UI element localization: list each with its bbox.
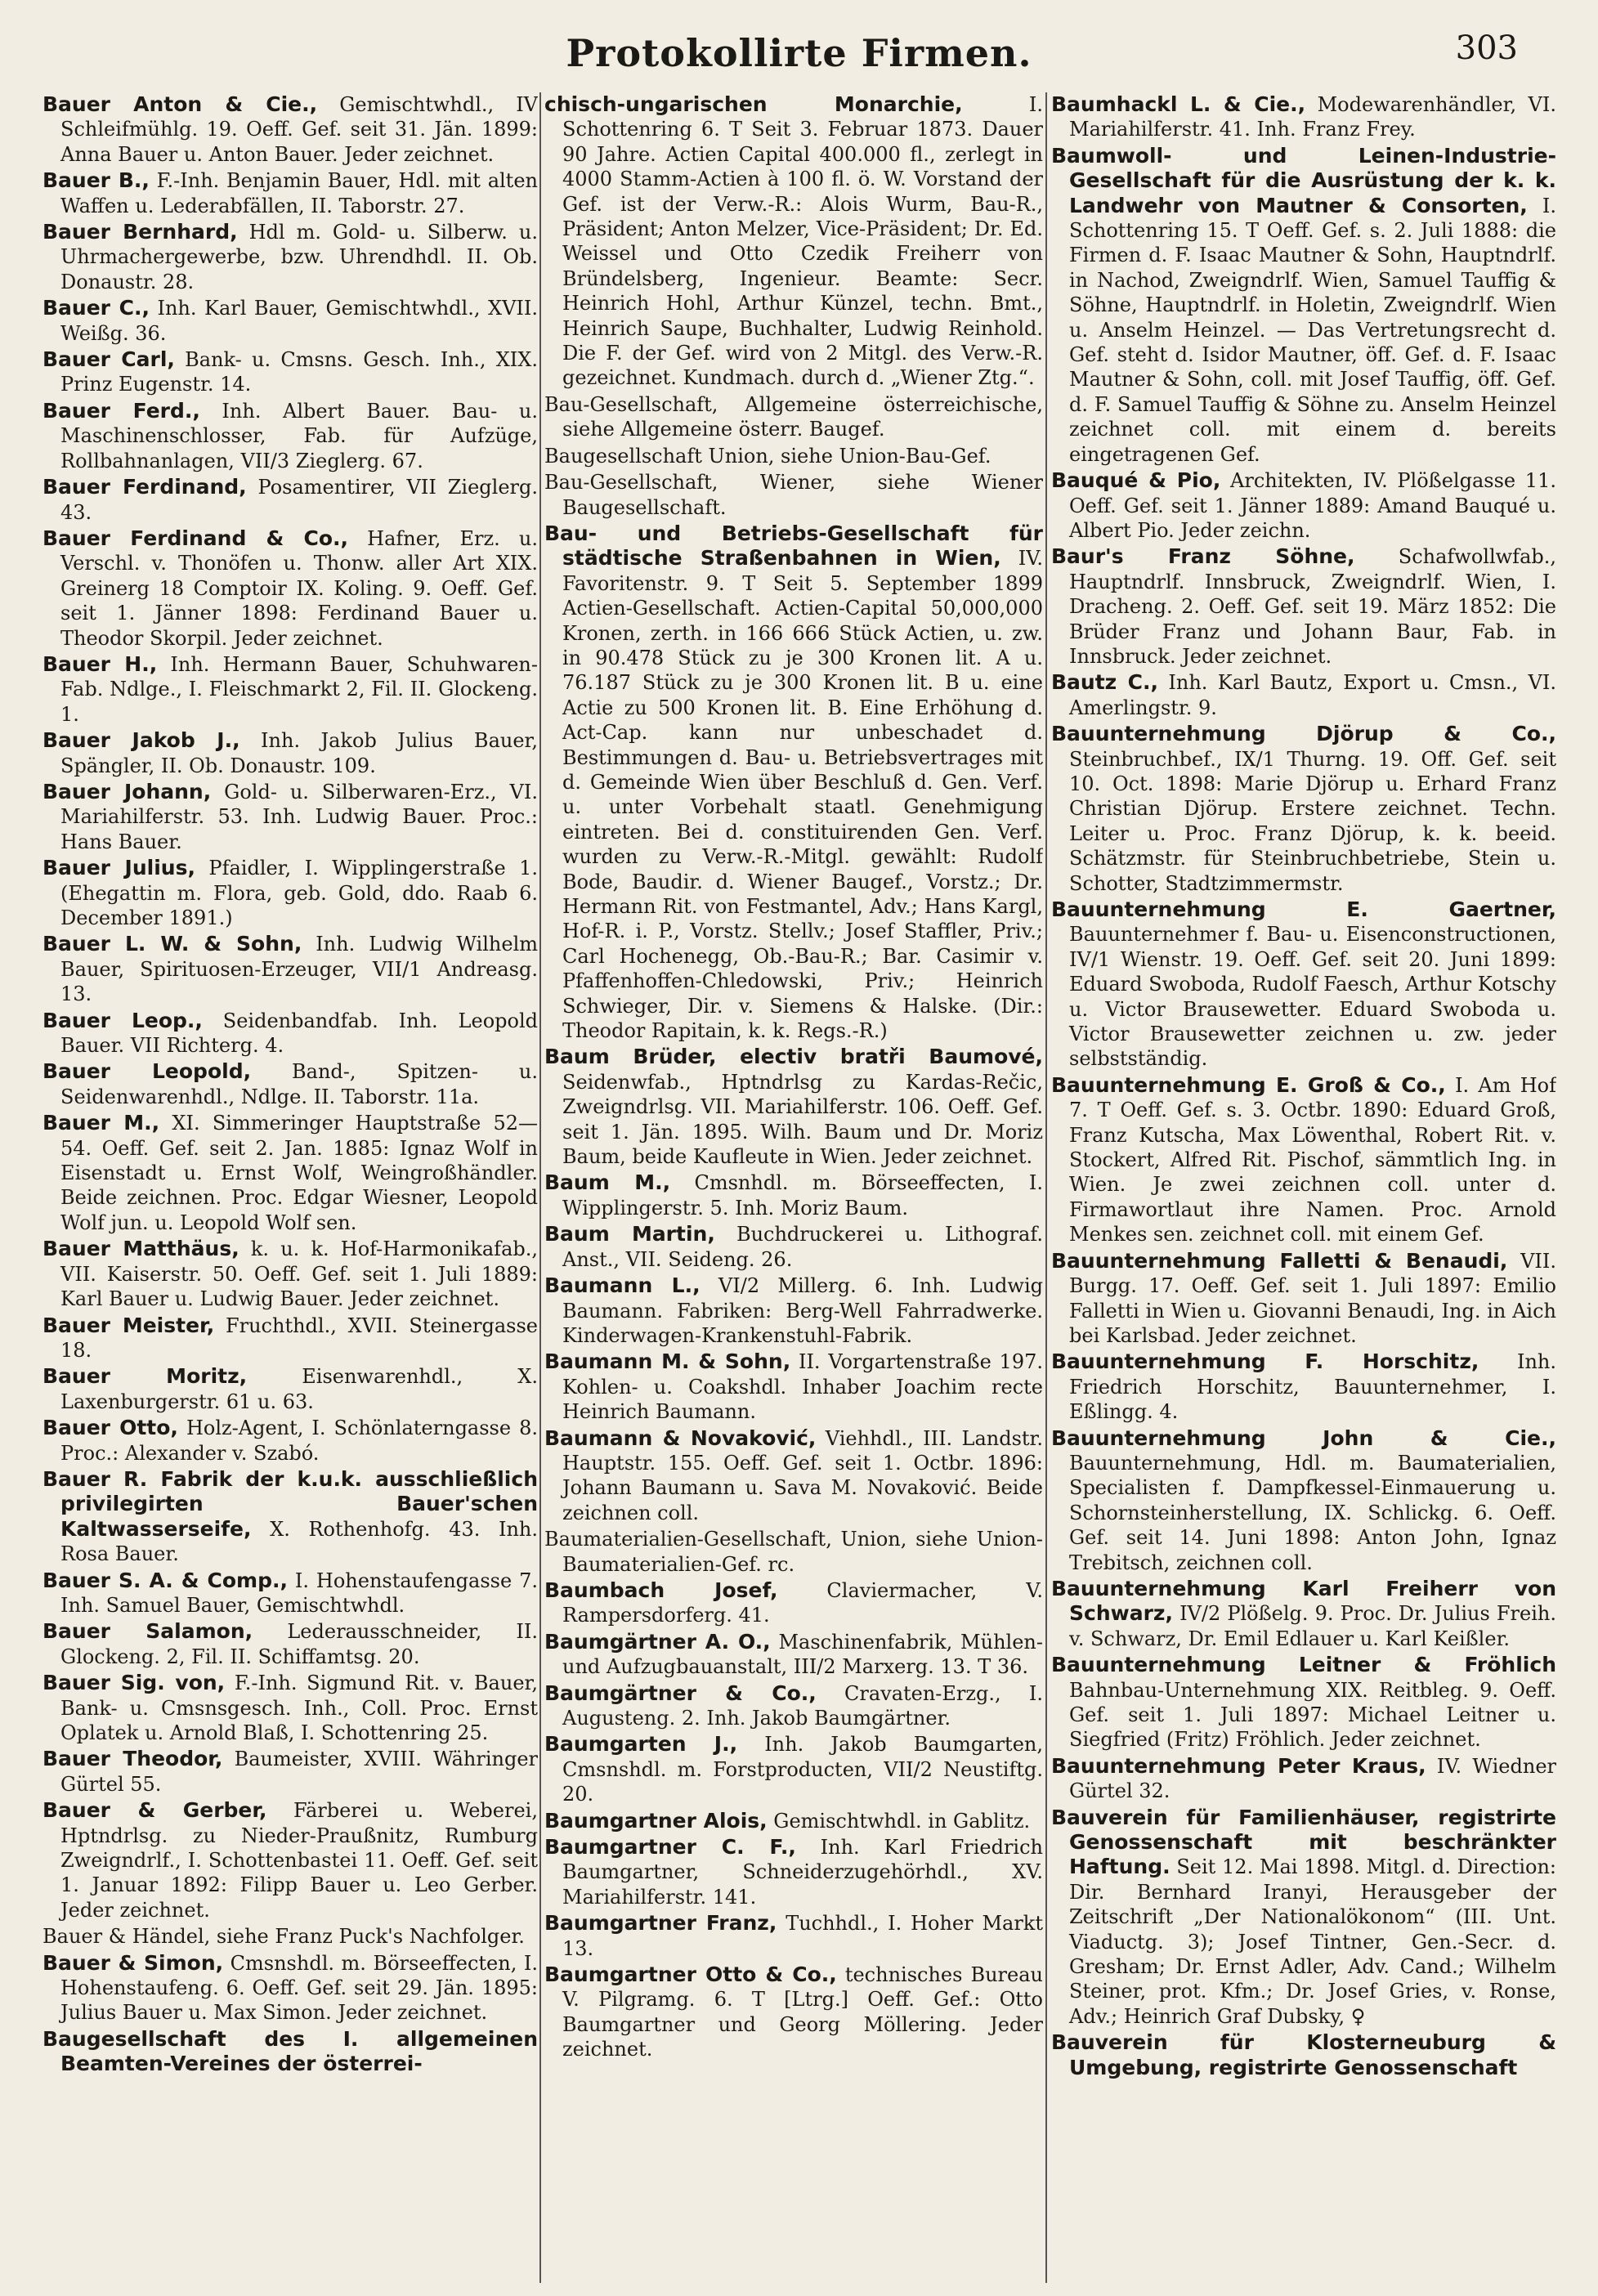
firm-details: Bauunternehmer f. Bau- u. Eisenconstructionen, IV/1 Wienstr. 19. Oeff. Gef. seit 20. Juni 1899: Eduard Swoboda, Rudolf Faesch, Arthur Kotschy u. Victor Brausewetter. Eduard Swoboda u. Victor Brausewetter zeichnen u. zw. jeder selbstständig.	[1069, 923, 1556, 1071]
firm-details: F.-Inh. Benjamin Bauer, Hdl. mit alten Waffen u. Lederabfällen, II. Taborstr. 27.	[60, 169, 538, 217]
directory-entry	[544, 1911, 1043, 1961]
firm-details: XI. Simmeringer Hauptstraße 52—54. Oeff. Gef. seit 2. Jan. 1885: Ignaz Wolf in Eisenstadt u. Ernst Wolf, Weingroßhändler. Beide zeichnen. Proc. Edgar Wiesner, Leopold Wolf jun. u. Leopold Wolf sen.	[60, 1112, 538, 1234]
firm-name: Bauer B.,	[43, 168, 150, 193]
directory-entry	[1051, 670, 1556, 720]
directory-entry	[43, 1314, 538, 1363]
directory-entry	[1051, 2030, 1556, 2080]
directory-entry	[1051, 1577, 1556, 1651]
firm-name: Bauunternehmung Falletti & Benaudi,	[1051, 1248, 1508, 1273]
firm-name: Bauer Anton & Cie.,	[43, 92, 318, 116]
directory-entry	[43, 168, 538, 218]
directory-entry	[544, 1578, 1043, 1628]
directory-entry	[544, 1349, 1043, 1424]
firm-name: Bauverein für Familienhäuser, registrirte Genossenschaft mit beschränkter Haftung.	[1051, 1805, 1556, 1879]
directory-entry	[544, 1045, 1043, 1169]
directory-entry	[1051, 144, 1556, 467]
directory-entry	[43, 1569, 538, 1618]
firm-name: Bauer Salamon,	[43, 1619, 253, 1644]
firm-details: Inh. Karl Bauer, Gemischtwhdl., XVII. Weißg. 36.	[60, 297, 538, 345]
directory-entry	[43, 1111, 538, 1235]
firm-name: Baumann M. & Sohn,	[544, 1349, 791, 1374]
firm-details: Färberei u. Weberei, Hptndrlsg. zu Nieder-Praußnitz, Rumburg Zweigndrlf., I. Schottenbastei 11. Oeff. Gef. seit 1. Januar 1892: Filipp Bauer u. Leo Gerber. Jeder zeichnet.	[60, 1799, 538, 1922]
firm-details: Baumeister, XVIII. Währinger Gürtel 55.	[60, 1748, 538, 1796]
firm-name: Bauer Ferdinand & Co.,	[43, 526, 349, 550]
firm-name: Baumgärtner A. O.,	[544, 1629, 771, 1654]
directory-entry	[544, 1630, 1043, 1680]
firm-details: Bauunternehmung, Hdl. m. Baumaterialien, Specialisten f. Dampfkessel-Einmauerung u. Schornsteinherstellung, IX. Schlickg. 6. Oeff. Gef. seit 14. Juni 1898: Anton John, Ignaz Trebitsch, zeichnen coll.	[1069, 1451, 1556, 1574]
firm-details: Inh. Friedrich Horschitz, Bauunternehmer, I. Eßlingg. 4.	[1069, 1350, 1556, 1424]
firm-name: Baum M.,	[544, 1170, 671, 1195]
firm-name: Bauer C.,	[43, 296, 150, 320]
firm-name: Bauer Leop.,	[43, 1008, 203, 1032]
firm-details: I. Hohenstaufengasse 7. Inh. Samuel Bauer, Gemischtwhdl.	[60, 1569, 538, 1617]
firm-details: Seidenwfab., Hptndrlsg zu Kardas-Rečic, Zweigndrlsg. VII. Mariahilferstr. 106. Oeff. Gef. seit 1. Jän. 1895. Wilh. Baum und Dr. Moriz Baum, beide Kaufleute in Wien. Jeder zeichnet.	[562, 1070, 1043, 1169]
directory-entry	[43, 652, 538, 727]
firm-name: Baumann & Novaković,	[544, 1425, 817, 1450]
directory-entry	[1051, 1806, 1556, 2030]
firm-details: Inh. Jakob Baumgarten, Cmsnshdl. m. Forstproducten, VII/2 Neustiftg. 20.	[562, 1733, 1043, 1806]
firm-name: chisch-ungarischen Monarchie,	[544, 92, 963, 116]
firm-details: Bau-Gesellschaft, Allgemeine österreichische, siehe Allgemeine österr. Baugef.	[544, 392, 1043, 441]
firm-name: Bauunternehmung E. Gaertner,	[1051, 897, 1556, 921]
firm-name: Bauer M.,	[43, 1111, 160, 1135]
firm-details: technisches Bureau V. Pilgramg. 6. T [Ltrg.] Oeff. Gef.: Otto Baumgartner und Georg Möllering. Jeder zeichnet.	[562, 1963, 1043, 2061]
firm-name: Baur's Franz Söhne,	[1051, 544, 1355, 569]
directory-entry	[43, 92, 538, 167]
firm-details: Bau-Gesellschaft, Wiener, siehe Wiener Baugesellschaft.	[544, 471, 1043, 519]
firm-details: Cmsnshdl. m. Börseeffecten, I. Hohenstaufeng. 6. Oeff. Gef. seit 29. Jän. 1895: Julius Bauer u. Max Simon. Jeder zeichnet.	[60, 1951, 538, 2025]
firm-details: I. Schottenring 15. T Oeff. Gef. s. 2. Juli 1888: die Firmen d. F. Isaac Mautner & Sohn, Hauptndrlf. in Nachod, Zweigndrlf. Wien, Samuel Tauffig & Söhne, Hauptndrlf. in Holetin, Zweigndrlf. Wien u. Anselm Heinzel. — Das Vertretungsrecht d. Gef. steht d. Isidor Mautner, öff. Gef. d. F. Isaac Mautner & Sohn, coll. mit Josef Tauffig, öff. Gef. d. F. Samuel Tauffig & Söhne zu. Anselm Heinzel zeichnet coll. mit einem d. bereits eingetragenen Gef.	[1069, 194, 1556, 466]
firm-details: Maschinenfabrik, Mühlen- und Aufzugbauanstalt, III/2 Marxerg. 13. T 36.	[562, 1630, 1043, 1679]
directory-entry	[1051, 1754, 1556, 1804]
firm-name: Bauer L. W. & Sohn,	[43, 932, 302, 956]
directory-entry	[1051, 722, 1556, 896]
firm-name: Bauunternehmung F. Horschitz,	[1051, 1349, 1479, 1374]
directory-entry	[43, 932, 538, 1006]
directory-entry	[43, 1237, 538, 1311]
directory-entry	[43, 220, 538, 294]
directory-entry	[43, 1059, 538, 1109]
directory-entry	[43, 1924, 538, 1949]
firm-name: Bauer H.,	[43, 651, 158, 676]
directory-entry	[43, 2027, 538, 2077]
firm-details: Holz-Agent, I. Schönlaterngasse 8. Proc.: Alexander v. Szabó.	[60, 1417, 538, 1465]
firm-name: Bauer Bernhard,	[43, 220, 238, 244]
firm-name: Bauunternehmung E. Groß & Co.,	[1051, 1072, 1446, 1097]
firm-details: Hafner, Erz. u. Verschl. v. Thonöfen u. Thonw. aller Art XIX. Greinerg 18 Comptoir IX. Koling. 9. Oeff. Gef. seit 1. Jänner 1898: Ferdinand Bauer u. Theodor Skorpil. Jeder zeichnet.	[60, 526, 538, 650]
firm-details: Cravaten-Erzg., I. Augusteng. 2. Inh. Jakob Baumgärtner.	[562, 1681, 1043, 1730]
directory-entry	[544, 1273, 1043, 1348]
firm-details: Pfaidler, I. Wipplingerstraße 1. (Ehegattin m. Flora, geb. Gold, ddo. Raab 6. December 1891.)	[60, 857, 538, 929]
directory-entry	[43, 1619, 538, 1669]
directory-entry	[1051, 544, 1556, 669]
firm-name: Bauunternehmung Karl Freiherr von Schwarz,	[1051, 1576, 1556, 1626]
firm-details: F.-Inh. Sigmund Rit. v. Bauer, Bank- u. Cmsnsgesch. Inh., Coll. Proc. Ernst Oplatek u. Arnold Blaß, I. Schottenring 25.	[60, 1672, 538, 1744]
firm-details: Eisenwarenhdl., X. Laxenburgerstr. 61 u. 63.	[60, 1365, 538, 1413]
firm-name: Bauer & Gerber,	[43, 1798, 267, 1823]
firm-name: Bauer R. Fabrik der k.u.k. ausschließlich privilegirten Bauer'schen Kaltwasserseife,	[43, 1466, 538, 1541]
directory-entry	[43, 780, 538, 854]
directory-entry	[43, 856, 538, 930]
page-number: 303	[1455, 29, 1518, 67]
directory-entry	[1051, 1249, 1556, 1349]
firm-details: Steinbruchbef., IX/1 Thurng. 19. Off. Gef. seit 10. Oct. 1898: Marie Djörup u. Erhard Franz Christian Djörup. Erstere zeichnet. Techn. Leiter u. Proc. Franz Djörup, k. k. beeid. Schätzmstr. für Steinbruchbetriebe, Stein u. Schotter, Stadtzimmermstr.	[1069, 747, 1556, 895]
directory-entry	[544, 92, 1043, 391]
directory-entry	[544, 1527, 1043, 1577]
firm-details: Inh. Hermann Bauer, Schuhwaren-Fab. Ndlge., I. Fleischmarkt 2, Fil. II. Glockeng. 1.	[60, 652, 538, 726]
firm-name: Baumgartner Franz,	[544, 1911, 777, 1936]
firm-name: Baum Martin,	[544, 1222, 715, 1246]
directory-entry	[1051, 1349, 1556, 1424]
firm-details: VI/2 Millerg. 6. Inh. Ludwig Baumann. Fabriken: Berg-Well Fahrradwerke. Kinderwagen-Krankenstuhl-Fabrik.	[562, 1274, 1043, 1347]
firm-details: I. Am Hof 7. T Oeff. Gef. s. 3. Octbr. 1890: Eduard Groß, Franz Kutscha, Max Löwenthal, Robert Rit. v. Stockert, Alfred Rit. Pischof, sämmtlich Ing. in Wien. Je zwei zeichnen coll. unter d. Firmawortlaut ihre Namen. Proc. Arnold Menkes sen. zeichnet coll. mit einem Gef.	[1069, 1073, 1556, 1246]
firm-name: Bauverein für Klosterneuburg & Umgebung, registrirte Genossenschaft	[1051, 2030, 1556, 2079]
firm-details: Baumaterialien-Gesellschaft, Union, siehe Union-Baumaterialien-Gef. rc.	[544, 1528, 1043, 1576]
column-2	[544, 92, 1043, 2283]
directory-entry	[1051, 1073, 1556, 1247]
firm-details: Posamentirer, VII Zieglerg. 43.	[60, 476, 538, 524]
firm-details: Hdl m. Gold- u. Silberw. u. Uhrmachergewerbe, bzw. Uhrendhdl. II. Ob. Donaustr. 28.	[60, 221, 538, 293]
firm-name: Baumhackl L. & Cie.,	[1051, 92, 1306, 116]
page-title: Protokollirte Firmen.	[566, 31, 1032, 75]
directory-entry	[43, 1364, 538, 1414]
directory-entry	[544, 1681, 1043, 1731]
directory-entry	[544, 1170, 1043, 1220]
directory-entry	[544, 470, 1043, 520]
firm-details: Buchdruckerei u. Lithograf. Anst., VII. Seideng. 26.	[562, 1223, 1043, 1271]
firm-details: Seit 12. Mai 1898. Mitgl. d. Direction: Dir. Bernhard Iranyi, Herausgeber der Zeitschrift „Der Nationalökonom“ (III. Unt. Viaductg. 3); Josef Tintner, Gen.-Secr. d. Gresham; Dr. Ernst Adler, Adv. Cand.; Wilhelm Steiner, prot. Kfm.; Dr. Josef Gries, v. Ronse, Adv.; Heinrich Graf Dubsky, ♀	[1069, 1855, 1556, 2028]
firm-name: Bauer Theodor,	[43, 1747, 223, 1771]
firm-details: Schafwollwfab., Hauptndrlf. Innsbruck, Zweigndrlf. Wien, I. Dracheng. 2. Oeff. Gef. seit 19. März 1852: Die Brüder Franz und Johann Baur, Fab. in Innsbruck. Jeder zeichnet.	[1069, 545, 1556, 668]
column-divider	[1045, 92, 1047, 2283]
directory-entry	[544, 1963, 1043, 2062]
firm-details: II. Vorgartenstraße 197. Kohlen- u. Coakshdl. Inhaber Joachim recte Heinrich Baumann.	[562, 1350, 1043, 1424]
directory-entry	[43, 1951, 538, 2025]
firm-name: Bauer Ferdinand,	[43, 475, 247, 499]
directory-entry	[43, 1671, 538, 1745]
firm-name: Bauer Carl,	[43, 347, 175, 372]
column-1	[43, 92, 538, 2283]
firm-name: Baumgartner Alois,	[544, 1808, 768, 1833]
firm-name: Bauer Jakob J.,	[43, 728, 240, 753]
firm-details: Inh. Ludwig Wilhelm Bauer, Spirituosen-Erzeuger, VII/1 Andreasg. 13.	[60, 933, 538, 1006]
firm-details: Inh. Albert Bauer. Bau- u. Maschinenschlosser, Fab. für Aufzüge, Rollbahnanlagen, VII/3 Zieglerg. 67.	[60, 399, 538, 472]
firm-details: Inh. Karl Friedrich Baumgartner, Schneiderzugehörhdl., XV. Mariahilferstr. 141.	[562, 1836, 1043, 1909]
firm-details: Gemischtwhdl., IV Schleifmühlg. 19. Oeff. Gef. seit 31. Jän. 1899: Anna Bauer u. Anton Bauer. Jeder zeichnet.	[60, 93, 538, 166]
firm-details: Viehhdl., III. Landstr. Hauptstr. 155. Oeff. Gef. seit 1. Octbr. 1896: Johann Baumann u. Sava M. Novaković. Beide zeichnen coll.	[562, 1426, 1043, 1524]
firm-details: k. u. k. Hof-Harmonikafab., VII. Kaiserstr. 50. Oeff. Gef. seit 1. Juli 1889: Karl Bauer u. Ludwig Bauer. Jeder zeichnet.	[60, 1238, 538, 1311]
directory-entry	[43, 526, 538, 651]
column-3	[1051, 92, 1556, 2283]
firm-details: VII. Burgg. 17. Oeff. Gef. seit 1. Juli 1897: Emilio Falletti in Wien u. Giovanni Benaudi, Ing. in Aich bei Karlsbad. Jeder zeichnet.	[1069, 1249, 1556, 1347]
firm-details: Claviermacher, V. Rampersdorferg. 41.	[562, 1578, 1043, 1627]
directory-entry	[43, 1747, 538, 1797]
firm-name: Bauer Otto,	[43, 1416, 178, 1440]
directory-entry	[1051, 468, 1556, 543]
directory-entry	[544, 444, 1043, 468]
firm-name: Baumann L.,	[544, 1273, 701, 1298]
firm-details: Bauer & Händel, siehe Franz Puck's Nachfolger.	[43, 1925, 525, 1949]
firm-details: Seidenbandfab. Inh. Leopold Bauer. VII Richterg. 4.	[60, 1009, 538, 1058]
firm-name: Baumbach Josef,	[544, 1578, 778, 1602]
firm-name: Bau- und Betriebs-Gesellschaft für städtische Straßenbahnen in Wien,	[544, 521, 1043, 571]
directory-entry	[1051, 1426, 1556, 1575]
firm-name: Baumgarten J.,	[544, 1732, 738, 1757]
column-divider	[539, 92, 541, 2283]
directory-entry	[43, 1467, 538, 1567]
directory-entry	[544, 521, 1043, 1044]
firm-details: Modewarenhändler, VI. Mariahilferstr. 41. Inh. Franz Frey.	[1069, 93, 1556, 141]
firm-name: Baumwoll- und Leinen-Industrie-Gesellschaft für die Ausrüstung der k. k. Landwehr von Mautner & Consorten,	[1051, 143, 1556, 217]
firm-details: Tuchhdl., I. Hoher Markt 13.	[562, 1912, 1043, 1960]
firm-name: Bauunternehmung Peter Kraus,	[1051, 1753, 1426, 1778]
directory-entry	[544, 1732, 1043, 1806]
firm-name: Bautz C.,	[1051, 670, 1159, 695]
firm-name: Baum Brüder, electiv bratři Baumové,	[544, 1045, 1043, 1069]
firm-name: Bauer Johann,	[43, 779, 212, 803]
directory-entry	[544, 1835, 1043, 1909]
firm-details: IV/2 Plößelg. 9. Proc. Dr. Julius Freih. v. Schwarz, Dr. Emil Edlauer u. Karl Keißler.	[1069, 1602, 1556, 1650]
firm-name: Bauer Sig. von,	[43, 1671, 226, 1695]
firm-details: Inh. Karl Bautz, Export u. Cmsn., VI. Amerlingstr. 9.	[1069, 671, 1556, 719]
directory-entry	[43, 296, 538, 346]
directory-entry	[43, 399, 538, 473]
directory-entry	[43, 1798, 538, 1922]
firm-name: Baumgartner Otto & Co.,	[544, 1963, 837, 1987]
firm-name: Bauunternehmung Djörup & Co.,	[1051, 722, 1556, 746]
firm-name: Bauer Ferd.,	[43, 398, 200, 423]
firm-name: Bauunternehmung Leitner & Fröhlich	[1051, 1653, 1556, 1677]
firm-details: Gemischtwhdl. in Gablitz.	[773, 1809, 1031, 1833]
firm-details: Gold- u. Silberwaren-Erz., VI. Mariahilferstr. 53. Inh. Ludwig Bauer. Proc.: Hans Bauer.	[60, 780, 538, 853]
directory-entry	[43, 475, 538, 525]
firm-details: Bahnbau-Unternehmung XIX. Reitbleg. 9. Oeff. Gef. seit 1. Juli 1897: Michael Leitner u. Siegfried (Fritz) Fröhlich. Jeder zeichnet.	[1069, 1678, 1556, 1752]
firm-details: Baugesellschaft Union, siehe Union-Bau-Gef.	[544, 444, 991, 468]
firm-details: Cmsnhdl. m. Börseeffecten, I. Wipplingerstr. 5. Inh. Moriz Baum.	[562, 1171, 1043, 1220]
directory-entry	[544, 1222, 1043, 1272]
firm-name: Bauer Meister,	[43, 1313, 215, 1337]
firm-name: Baumgärtner & Co.,	[544, 1681, 817, 1705]
directory-entry	[43, 1416, 538, 1466]
directory-entry	[43, 728, 538, 778]
directory-entry	[1051, 897, 1556, 1072]
firm-name: Bauer Leopold,	[43, 1059, 252, 1084]
directory-entry	[1051, 92, 1556, 142]
firm-details: Band-, Spitzen- u. Seidenwarenhdl., Ndlge. II. Taborstr. 11a.	[60, 1060, 538, 1108]
firm-name: Baumgartner C. F.,	[544, 1835, 796, 1860]
directory-entry	[1051, 1653, 1556, 1752]
firm-details: IV. Favoritenstr. 9. T Seit 5. September 1899 Actien-Gesellschaft. Actien-Capital 50,000,000 Kronen, zerth. in 166 666 Stück Actien, u. zw. in 90.478 Stück zu je 300 Kronen lit. A u. 76.187 Stück zu je 300 Kronen lit. B u. eine Actie zu 500 Kronen lit. B. Eine Erhöhung d. Act-Cap. kann nur unbeschadet d. Bestimmungen d. Bau- u. Betriebsvertrages mit d. Gemeinde Wien über Beschluß d. Gen. Verf. u. unter Vorbehalt staatl. Genehmigung eintreten. Bei d. constituirenden Gen. Verf. wurden zu Verw.-R.-Mitgl. gewählt: Rudolf Bode, Baudir. d. Wiener Baugef., Vorstz.; Dr. Hermann Rit. von Festmantel, Adv.; Hans Kargl, Hof-R. i. P., Vorstz. Stellv.; Josef Staffler, Priv.; Carl Hochenegg, Ob.-Bau-R.; Bar. Casimir v. Pfaffenhoffen-Chledowski, Priv.; Heinrich Schwieger, Dir. v. Siemens & Halske. (Dir.: Theodor Rapitain, k. k. Regs.-R.)	[562, 547, 1043, 1043]
firm-name: Bauer Matthäus,	[43, 1237, 239, 1261]
firm-name: Bauunternehmung John & Cie.,	[1051, 1425, 1556, 1450]
firm-details: Architekten, IV. Plößelgasse 11. Oeff. Gef. seit 1. Jänner 1889: Amand Bauqué u. Albert Pio. Jeder zeichn.	[1069, 469, 1556, 542]
directory-entry	[43, 1009, 538, 1058]
firm-details: Lederausschneider, II. Glockeng. 2, Fil. II. Schiffamtsg. 20.	[60, 1620, 538, 1668]
directory-entry	[544, 392, 1043, 442]
firm-details: Bank- u. Cmsns. Gesch. Inh., XIX. Prinz Eugenstr. 14.	[60, 348, 538, 396]
firm-details: I. Schottenring 6. T Seit 3. Februar 1873. Dauer 90 Jahre. Actien Capital 400.000 fl., zerlegt in 4000 Stamm-Actien à 100 fl. ö. W. Vorstand der Gef. ist der Verw.-R.: Alois Wurm, Bau-R., Präsident; Anton Melzer, Vice-Präsident; Dr. Ed. Weissel und Otto Czedik Freiherr von Bründelsberg, Ingenieur. Beamte: Secr. Heinrich Hohl, Arthur Künzel, techn. Bmt., Heinrich Saupe, Buchhalter, Ludwig Reinhold. Die F. der Gef. wird von 2 Mitgl. des Verw.-R. gezeichnet. Kundmach. durch d. „Wiener Ztg.“.	[562, 93, 1043, 390]
firm-details: Inh. Jakob Julius Bauer, Spängler, II. Ob. Donaustr. 109.	[60, 729, 538, 777]
firm-name: Bauer & Simon,	[43, 1950, 224, 1975]
directory-entry	[43, 347, 538, 397]
directory-entry	[544, 1426, 1043, 1526]
firm-details: IV. Wiedner Gürtel 32.	[1069, 1754, 1556, 1803]
firm-name: Bauer S. A. & Comp.,	[43, 1568, 288, 1592]
firm-details: Fruchthdl., XVII. Steinergasse 18.	[60, 1314, 538, 1362]
firm-name: Bauqué & Pio,	[1051, 468, 1221, 493]
directory-entry	[544, 1809, 1043, 1833]
firm-name: Bauer Moritz,	[43, 1364, 248, 1389]
firm-details: X. Rothenhofg. 43. Inh. Rosa Bauer.	[60, 1517, 538, 1566]
firm-name: Bauer Julius,	[43, 856, 195, 880]
firm-name: Baugesellschaft des I. allgemeinen Beamten-Vereines der österrei-	[43, 2026, 538, 2076]
